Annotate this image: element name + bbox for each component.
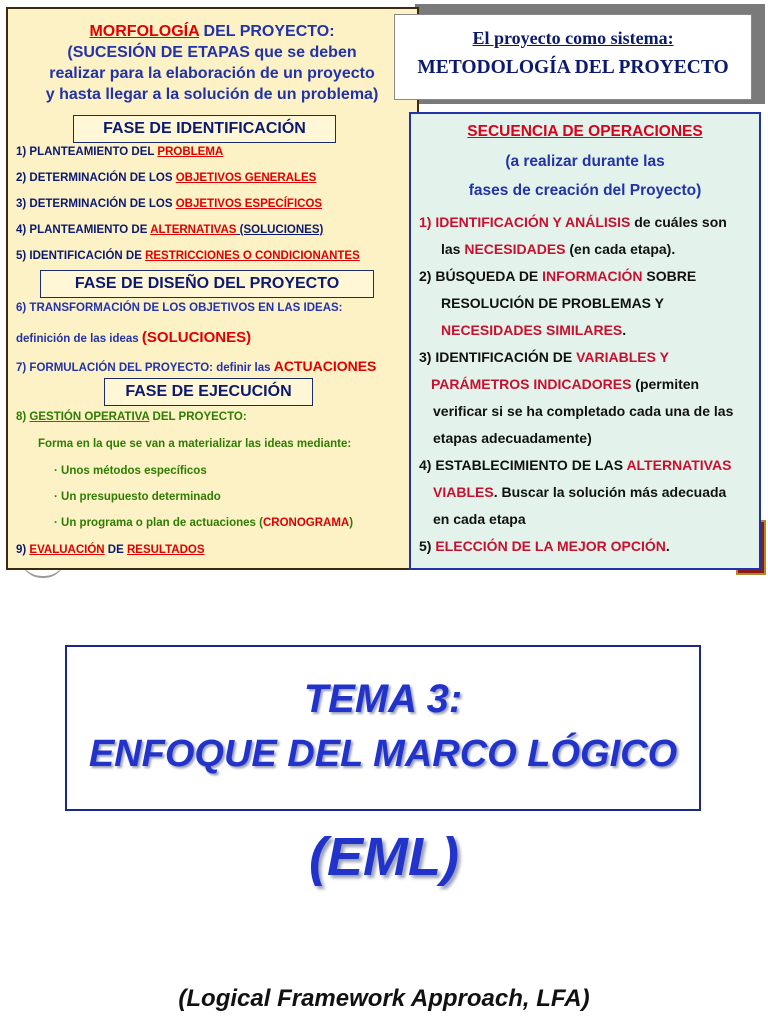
item-9-highlight-1: EVALUACIÓN [29,544,105,556]
op-1-text: de cuáles son [630,214,727,230]
operations-sub-1: (a realizar durante las [505,153,665,170]
item-3-text: 3) DETERMINACIÓN DE LOS [16,198,176,210]
operations-heading: SECUENCIA DE OPERACIONES [467,123,703,140]
phase-identification: FASE DE IDENTIFICACIÓN [73,115,336,143]
list-item-7 [16,358,376,374]
op-1-text-2: las [441,241,465,257]
operation-1 [419,214,727,230]
op-2-text: 2) BÚSQUEDA DE [419,268,543,284]
item-8-text: DEL PROYECTO: [149,411,247,423]
system-title-box [394,14,752,100]
operation-4-cont-2: en cada etapa [433,511,526,527]
list-item-8 [16,411,247,423]
operation-2 [419,268,696,284]
item-2-text: 2) DETERMINACIÓN DE LOS [16,172,176,184]
list-item-6-cont [16,329,251,346]
item-1-text: 1) PLANTEAMIENTO DEL [16,146,158,158]
item-4-text: 4) PLANTEAMIENTO DE [16,224,151,236]
operation-5 [419,538,670,554]
op-1-text-3: (en cada etapa). [565,241,676,257]
morphology-word: MORFOLOGÍA [89,23,200,40]
op-5-highlight: ELECCIÓN DE LA MEJOR OPCIÓN [435,538,666,554]
op-5-text: 5) [419,538,436,554]
item-8-intro: Forma en la que se van a materializar las ideas mediante: [38,438,352,450]
item-5-text: 5) IDENTIFICACIÓN DE [16,250,146,262]
morphology-sub-1: (SUCESIÓN DE ETAPAS que se deben [67,44,357,61]
operation-4-cont [433,484,726,500]
item-7-highlight: ACTUACIONES [273,358,377,374]
operations-sub-2: fases de creación del Proyecto) [468,182,702,199]
morphology-panel [6,7,419,570]
system-title-line-2: METODOLOGÍA DEL PROYECTO [417,57,729,78]
operation-3 [419,349,669,365]
list-item-5 [16,250,360,262]
op-3-text-2: (permiten [631,376,700,392]
morphology-heading [8,21,416,105]
phase-design: FASE DE DISEÑO DEL PROYECTO [40,270,374,298]
bullet-3-highlight: CRONOGRAMA [262,517,350,529]
op-4-highlight: ALTERNATIVAS [626,457,732,473]
eml-acronym: (EML) [309,827,459,887]
op-2-highlight: INFORMACIÓN [542,268,643,284]
item-8-highlight: GESTIÓN OPERATIVA [29,411,150,423]
item-1-highlight: PROBLEMA [157,146,224,158]
phase-execution: FASE DE EJECUCIÓN [104,378,313,406]
op-3-highlight-2: PARÁMETROS INDICADORES [431,376,632,392]
op-4-highlight-2: VIABLES [433,484,494,500]
item-5-highlight: RESTRICCIONES O CONDICIONANTES [145,250,360,262]
list-item-9 [16,544,205,556]
op-3-highlight: VARIABLES Y [576,349,669,365]
item-7-text: 7) FORMULACIÓN DEL PROYECTO: definir las [16,362,274,374]
op-2-period: . [622,322,627,338]
op-3-text: 3) IDENTIFICACIÓN DE [419,349,577,365]
morphology-sub-2: realizar para la elaboración de un proyecto [49,65,375,82]
item-3-highlight: OBJETIVOS ESPECÍFICOS [175,198,323,210]
operations-panel [409,112,761,570]
list-item-4 [16,224,323,236]
tema-title-box [65,645,701,811]
bullet-3-close: ) [349,517,354,529]
bullet-1: · Unos métodos específicos [54,465,207,477]
op-4-text: 4) ESTABLECIMIENTO DE LAS [419,457,627,473]
operation-3-cont-2: verificar si se ha completado cada una de las [433,403,734,419]
operation-3-cont [431,376,699,392]
bullet-3 [54,517,353,529]
item-4-highlight: ALTERNATIVAS [150,224,237,236]
list-item-1 [16,146,223,158]
op-4-text-2: . Buscar la solución más adecuada [493,484,727,500]
item-2-highlight: OBJETIVOS GENERALES [175,172,317,184]
tema-title: ENFOQUE DEL MARCO LÓGICO [88,733,678,775]
operation-1-cont [441,241,675,257]
morphology-sub-3: y hasta llegar a la solución de un problema) [45,86,379,103]
bullet-2: · Un presupuesto determinado [54,491,221,503]
operation-4 [419,457,731,473]
item-9-highlight-2: RESULTADOS [126,544,205,556]
operation-3-cont-3: etapas adecuadamente) [433,430,592,446]
operation-2-cont: RESOLUCIÓN DE PROBLEMAS Y [441,295,664,311]
morphology-heading-rest: DEL PROYECTO: [199,23,335,40]
item-6-text: definición de las ideas [16,333,142,345]
list-item-3 [16,198,322,210]
op-5-period: . [665,538,670,554]
item-8-num: 8) [16,411,30,423]
bullet-3-text: · Un programa o plan de actuaciones ( [54,517,263,529]
operation-2-cont-2 [441,322,626,338]
item-9-text: DE [104,544,127,556]
lfa-subtitle: (Logical Framework Approach, LFA) [178,985,590,1012]
list-item-2 [16,172,316,184]
op-1-highlight: 1) IDENTIFICACIÓN Y ANÁLISIS [419,214,631,230]
item-9-num: 9) [16,544,30,556]
list-item-6: 6) TRANSFORMACIÓN DE LOS OBJETIVOS EN LAS IDEAS: [16,302,343,314]
op-1-highlight-2: NECESIDADES [464,241,566,257]
op-2-text-2: SOBRE [642,268,697,284]
item-6-highlight: (SOLUCIONES) [141,329,252,346]
item-4-suffix: (SOLUCIONES) [236,224,324,236]
system-title-line-1: El proyecto como sistema: [472,28,674,48]
tema-number: TEMA 3: [303,677,463,721]
op-2-highlight-2: NECESIDADES SIMILARES [441,322,623,338]
